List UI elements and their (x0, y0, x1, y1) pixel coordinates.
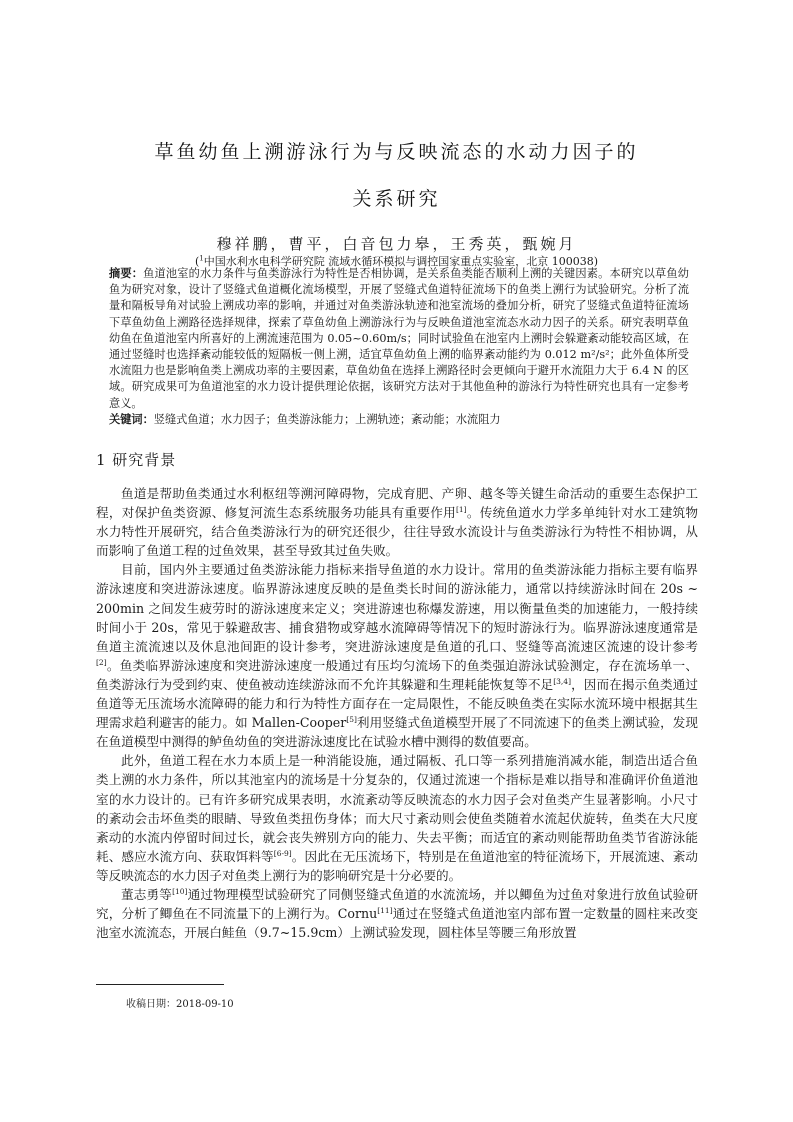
keywords (109, 412, 689, 428)
keywords-label: 关键词： (109, 412, 154, 426)
text-run: 鱼道是帮助鱼类通过水利枢纽等溯河障碍物，完成育肥、产卵、越冬等关键生命活动的重要生态保护工程，对保护鱼类资源、修复河流生态系统服务功能具有重要作用 (96, 486, 698, 521)
paper-title-line-1: 草鱼幼鱼上溯游泳行为与反映流态的水动力因子的 (154, 141, 639, 163)
section-heading: 1 研究背景 (96, 451, 177, 469)
citation: [11] (377, 905, 393, 915)
paragraph-3 (96, 751, 698, 885)
text-run: 董志勇等 (121, 886, 173, 902)
affiliation-open: ( (194, 255, 200, 268)
text-run: 通过在竖缝式鱼道池室内部布置一定数量的圆柱来改变池室水流流态，开展白鲑鱼（9.7~15.9cm）上溯试验发现，圆柱体呈等腰三角形放置 (96, 906, 698, 941)
abstract-block (109, 266, 689, 428)
paragraph-2 (96, 560, 698, 751)
text-run: 。传统鱼道水力学多单纯针对水工建筑物水力特性开展研究，结合鱼类游泳行为的研究还很少，往往导致水流设计与鱼类游泳行为特性不相协调，从而影响了鱼道工程的过鱼效果，甚至导致其过鱼失败。 (96, 505, 699, 559)
citation: [1] (455, 504, 467, 514)
citation: [5] (346, 714, 357, 724)
paragraph-1 (96, 484, 698, 560)
affiliation-text: 中国水利水电科学研究院 流域水循环模拟与调控国家重点实验室，北京 100038) (203, 255, 599, 268)
abstract-text: 鱼道池室的水力条件与鱼类游泳行为特性是否相协调，是关系鱼类能否顺利上溯的关键因素。本研究以草鱼幼鱼为研究对象，设计了竖缝式鱼道概化流场模型，开展了竖缝式鱼道特征流场下的鱼类上溯行为试验研究。分析了流量和隔板导角对试验上溯成功率的影响，并通过对鱼类游泳轨迹和池室流场的叠加分析，研究了竖缝式鱼道特征流场下草鱼幼鱼上溯路径选择规律，探索了草鱼幼鱼上溯游泳行为与反映鱼道池室流态水动力因子的关系。研究表明草鱼幼鱼在鱼道池室内所喜好的上溯流速范围为 0.05~0.60m/s；同时试验鱼在池室内上溯时会躲避紊动能较高区域，在通过竖缝时也选择紊动能较低的短隔板一侧上溯，适宜草鱼幼鱼上溯的临界紊动能约为 0.012 m²/s²；此外鱼体所受水流阻力也是影响鱼类上溯成功率的主要因素，草鱼幼鱼在选择上溯路径时会更倾向于避开水流阻力大于 6.4 N 的区域。研究成果可为鱼道池室的水力设计提供理论依据，该研究方法对于其他鱼种的游泳行为特性研究也具有一定参考意义。 (109, 267, 689, 410)
paper-title-line-2: 关系研究 (352, 188, 441, 210)
body-text (96, 484, 698, 942)
keywords-text: 竖缝式鱼道；水力因子；鱼类游泳能力；上溯轨迹；紊动能；水流阻力 (153, 412, 501, 426)
text-run: 。因此在无压流场下，特别是在鱼道池室的特征流场下，开展流速、紊动等反映流态的水力因子对鱼类上溯行为的影响研究是十分必要的。 (96, 848, 699, 883)
author-list: 穆祥鹏，曹平，白音包力皋，王秀英，甄婉月 (216, 235, 577, 253)
abstract-label: 摘要： (109, 267, 144, 280)
footnote-rule (96, 984, 224, 985)
text-run: 。鱼类临界游泳速度和突进游泳速度一般通过有压均匀流场下的鱼类强迫游泳试验测定，存在流场单一、鱼类游泳行为受到约束、使鱼被动连续游泳而不允许其躲避和生理耗能恢复等不足 (96, 657, 698, 692)
text-run: 目前，国内外主要通过鱼类游泳能力指标来指导鱼道的水力设计。常用的鱼类游泳能力指标主要有临界游泳速度和突进游泳速度。临界游泳速度反映的是鱼类长时间的游泳能力，通常以持续游泳时间在 20s ~ 200min 之间发生疲劳时的游泳速度来定义；突进游速也称爆发游速，用以衡量鱼类的加速能力，一般持续时间小于 20s，常见于躲避敌害、捕食猎物或穿越水流障碍等情况下的短时游泳行为。临界游泳速度通常是鱼道主流流速以及休息池间距的设计参考，突进游泳速度是鱼道的孔口、竖缝等高流速区流速的设计参考 (96, 562, 698, 654)
text-run: 利用竖缝式鱼道模型开展了不同流速下的鱼类上溯试验，发现在鱼道模型中测得的鲈鱼幼鱼的突进游泳速度比在试验水槽中测得的数值要高。 (96, 715, 698, 750)
citation: [6-9] (273, 848, 292, 858)
received-date-footnote: 收稿日期：2018-09-10 (126, 999, 234, 1010)
text-run: 通过物理模型试验研究了同侧竖缝式鱼道的水流流场，并以鲫鱼为过鱼对象进行放鱼试验研究，分析了鲫鱼在不同流量下的上溯行为。Cornu (96, 886, 699, 922)
abstract (109, 266, 689, 412)
text-run: 此外，鱼道工程在水力本质上是一种消能设施，通过隔板、孔口等一系列措施消减水能，制造出适合鱼类上溯的水力条件，所以其池室内的流场是十分复杂的，仅通过流速一个指标是难以指导和准确评价鱼道池室的水力设计的。已有许多研究成果表明，水流紊动等反映流态的水力因子会对鱼类产生显著影响。小尺寸的紊动会击坏鱼类的眼睛、导致鱼类扭伤身体；而大尺寸紊动则会使鱼类随着水流起伏旋转，鱼类在大尺度紊动的水流内停留时间过长，就会丧失辨别方向的能力、失去平衡；而适宜的紊动则能帮助鱼类节省游泳能耗、感应水流方向、获取饵料等 (96, 753, 698, 864)
affiliation-mark: 1 (199, 254, 204, 263)
text-run: ，因而在揭示鱼类通过鱼道等无压流场水流障碍的能力和行为特性方面存在一定局限性，不能反映鱼类在实际水流环境中根据其生理需求趋利避害的能力。如 Mallen-Cooper (96, 676, 699, 731)
citation: [3,4] (553, 676, 571, 686)
paragraph-4 (96, 885, 698, 942)
citation: [10] (172, 886, 188, 896)
citation: [2] (96, 657, 107, 667)
